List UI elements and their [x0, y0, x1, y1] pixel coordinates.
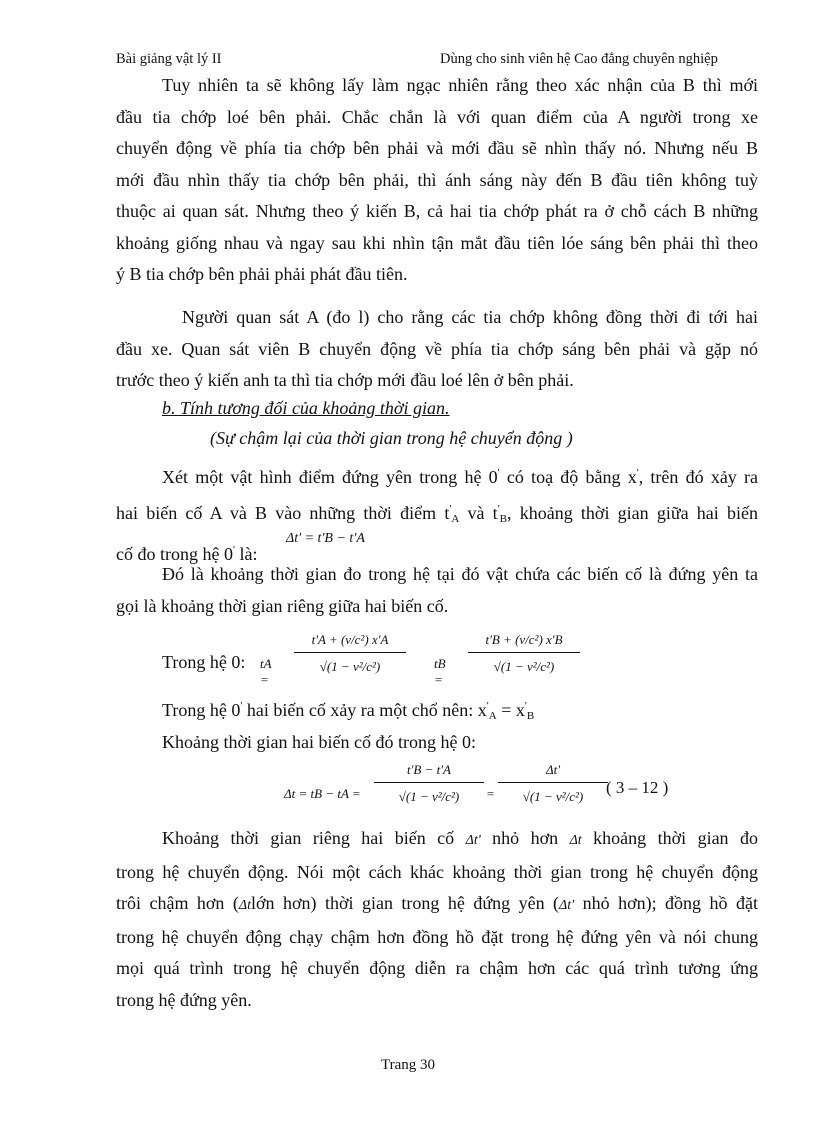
paragraph-5 [116, 823, 758, 1016]
section-subheading: (Sự chậm lại của thời gian trong hệ chuyển động ) [210, 428, 573, 448]
para2-line: đầu xe. Quan sát viên B chuyển động về phía tia chớp sáng bên phải và gặp nó [116, 338, 758, 359]
para3-line-3: cố đo trong hệ 0' là: [116, 544, 258, 564]
formula-time-dilation: Δt = tB − tA = t'B − t'A √(1 − v²/c²) = Δt' √(1 − v²/c²) [284, 762, 604, 822]
document-page: Bài giảng vật lý II Dùng cho sinh viên hệ Cao đẳng chuyên nghiệp Tuy nhiên ta sẽ không lấy làm ngạc nhiên rằng theo xác nhận của B thì mới đầu tia chớp loé bên phải. Chắc chắn là với quan điểm của A người trong xe chuyển động về phía tia chớp bên phải và mới đầu sẽ nhìn thấy nó. Nhưng nếu B mới đầu nhìn thấy tia chớp bên phải, thì ánh sáng này đến B đầu tiên không tuỳ thuộc ai quan sát. Nhưng theo ý kiến B, cả hai tia chớp phát ra ở chỗ cách B những khoảng giống nhau và ngay sau khi nhìn tận mắt đầu tiên lóe sáng bên phải thì theo ý B tia chớp bên phải phải phát đầu tiên. Người quan sát A (đo l) cho rằng các tia chớp không đồng thời đi tới hai đầu xe. Quan sát viên B chuyển động về phía tia chớp sáng bên phải và gặp nó trước theo ý kiến anh ta thì tia chớp mới đầu loé lên ở bên phải. b. Tính tương đối của khoảng thời gian. (Sự chậm lại của thời gian trong hệ chuyển động ) Xét một vật hình điểm đứng yên trong hệ 0' có toạ độ bằng x', trên đó xảy ra hai biến cố A và B vào những thời điểm $t'_A$ và $t'_B$, khoảng thời gian giữa hai biến cố đo trong hệ 0' là: Δt' = t'B − t'A Đó là khoảng thời gian đo trong hệ tại đó vật chứa các biến cố là đứng yên ta gọi là khoảng thời gian riêng giữa hai biến cố. Trong hệ 0: tA = $\frac{\text{t'A + (v/c²) x'A}}{\text{√(1 − v²/c²)}}$ tB = $\frac{\text{t'B + (v/c²) x'B}}{\text{√(1 − v²/c²)}}$ Trong hệ 0' hai biến cố xảy ra một chổ nên: $x'_A = x'_B$ Khoảng thời gian hai biến cố đó trong hệ 0: Δt = tB − tA = t'B − t'A √(1 − v²/c²) = Δt' √(1 − v²/c²) ( 3 – 12 ) Khoảng thời gian riêng hai biến cố Δt' nhỏ hơn Δt khoảng thời gian đo trong hệ chuyển động. Nói một cách khác khoảng thời gian trong hệ chuyển động trôi chậm hơn (Δtlớn hơn) thời gian trong hệ đứng yên (Δt' nhỏ hơn); đồng hồ đặt trong hệ chuyển động chạy chậm hơn đồng hồ đặt trong hệ đứng yên và nói chung mọi quá trình trong hệ chuyển động diễn ra chậm hơn các quá trình tương ứng trong hệ đứng yên. Trang 30 [0, 0, 816, 1123]
section-heading-b: b. Tính tương đối của khoảng thời gian. [162, 398, 450, 418]
para2-line: Người quan sát A (đo l) cho rằng các tia chớp không đồng thời đi tới hai [182, 307, 758, 327]
para5-line: mọi quá trình trong hệ chuyển động diễn ra chậm hơn các quá trình tương ứng [116, 958, 758, 978]
para2-line: trước theo ý kiến anh ta thì tia chớp mới đầu loé lên ở bên phải. [116, 370, 574, 390]
para1-line: mới đầu nhìn thấy tia chớp bên phải, thì ánh sáng này đến B đầu tiên không tuỳ [116, 169, 758, 190]
para5-line: trong hệ đứng yên. [116, 989, 252, 1010]
para1-line: ý B tia chớp bên phải phải phát đầu tiên. [116, 264, 408, 284]
formula-proper-interval: Δt' = t'B − t'A [286, 531, 365, 546]
paragraph-1 [116, 70, 758, 291]
page-number: Trang 30 [380, 1057, 436, 1073]
paragraph-2 [116, 302, 758, 397]
header-left: Bài giảng vật lý II [116, 51, 222, 67]
para1-line: đầu tia chớp loé bên phải. Chắc chắn là với quan điểm của A người trong xe [116, 106, 758, 127]
para4-line: Đó là khoảng thời gian đo trong hệ tại đó vật chứa các biến cố là đứng yên ta [162, 564, 758, 584]
para1-line: khoảng giống nhau và ngay sau khi nhìn tận mắt đầu tiên lóe sáng bên phải thì theo [116, 232, 758, 253]
para5-line: trong hệ chuyển động chạy chậm hơn đồng hồ đặt trong hệ đứng yên và nói chung [116, 926, 758, 947]
paragraph-3 [116, 458, 758, 571]
paragraph-4 [116, 559, 758, 622]
para1-line: chuyển động về phía tia chớp bên phải và mới đầu sẽ nhìn thấy nó. Nhưng nếu B [116, 138, 758, 158]
system-0-label: Trong hệ 0: [162, 652, 246, 672]
para1-line: thuộc ai quan sát. Nhưng theo ý kiến B, cả hai tia chớp phát ra ở chỗ cách B những [116, 201, 758, 221]
same-place-line: Trong hệ 0' hai biến cố xảy ra một chổ nên: $x'_A = x'_B$ [162, 700, 535, 722]
header-right: Dùng cho sinh viên hệ Cao đẳng chuyên nghiệp [440, 51, 718, 67]
para4-line: gọi là khoảng thời gian riêng giữa hai biến cố. [116, 595, 449, 616]
interval-label: Khoảng thời gian hai biến cố đó trong hệ 0: [162, 732, 476, 752]
para5-line: trong hệ chuyển động. Nói một cách khác khoảng thời gian trong hệ chuyển động [116, 861, 758, 882]
para3-line-1: Xét một vật hình điểm đứng yên trong hệ 0' có toạ độ bằng x', trên đó xảy ra [162, 467, 759, 487]
equation-number: ( 3 – 12 ) [606, 778, 669, 797]
para5-line-1: Khoảng thời gian riêng hai biến cố Δt' nhỏ hơn Δt khoảng thời gian đo [162, 828, 759, 848]
para5-line-3: trôi chậm hơn (Δtlớn hơn) thời gian trong hệ đứng yên (Δt' nhỏ hơn); đồng hồ đặt [116, 893, 758, 913]
para1-line: Tuy nhiên ta sẽ không lấy làm ngạc nhiên rằng theo xác nhận của B thì mới [162, 75, 758, 95]
para3-line-2: hai biến cố A và B vào những thời điểm $t'_A$ và $t'_B$, khoảng thời gian giữa hai biến [116, 502, 758, 525]
